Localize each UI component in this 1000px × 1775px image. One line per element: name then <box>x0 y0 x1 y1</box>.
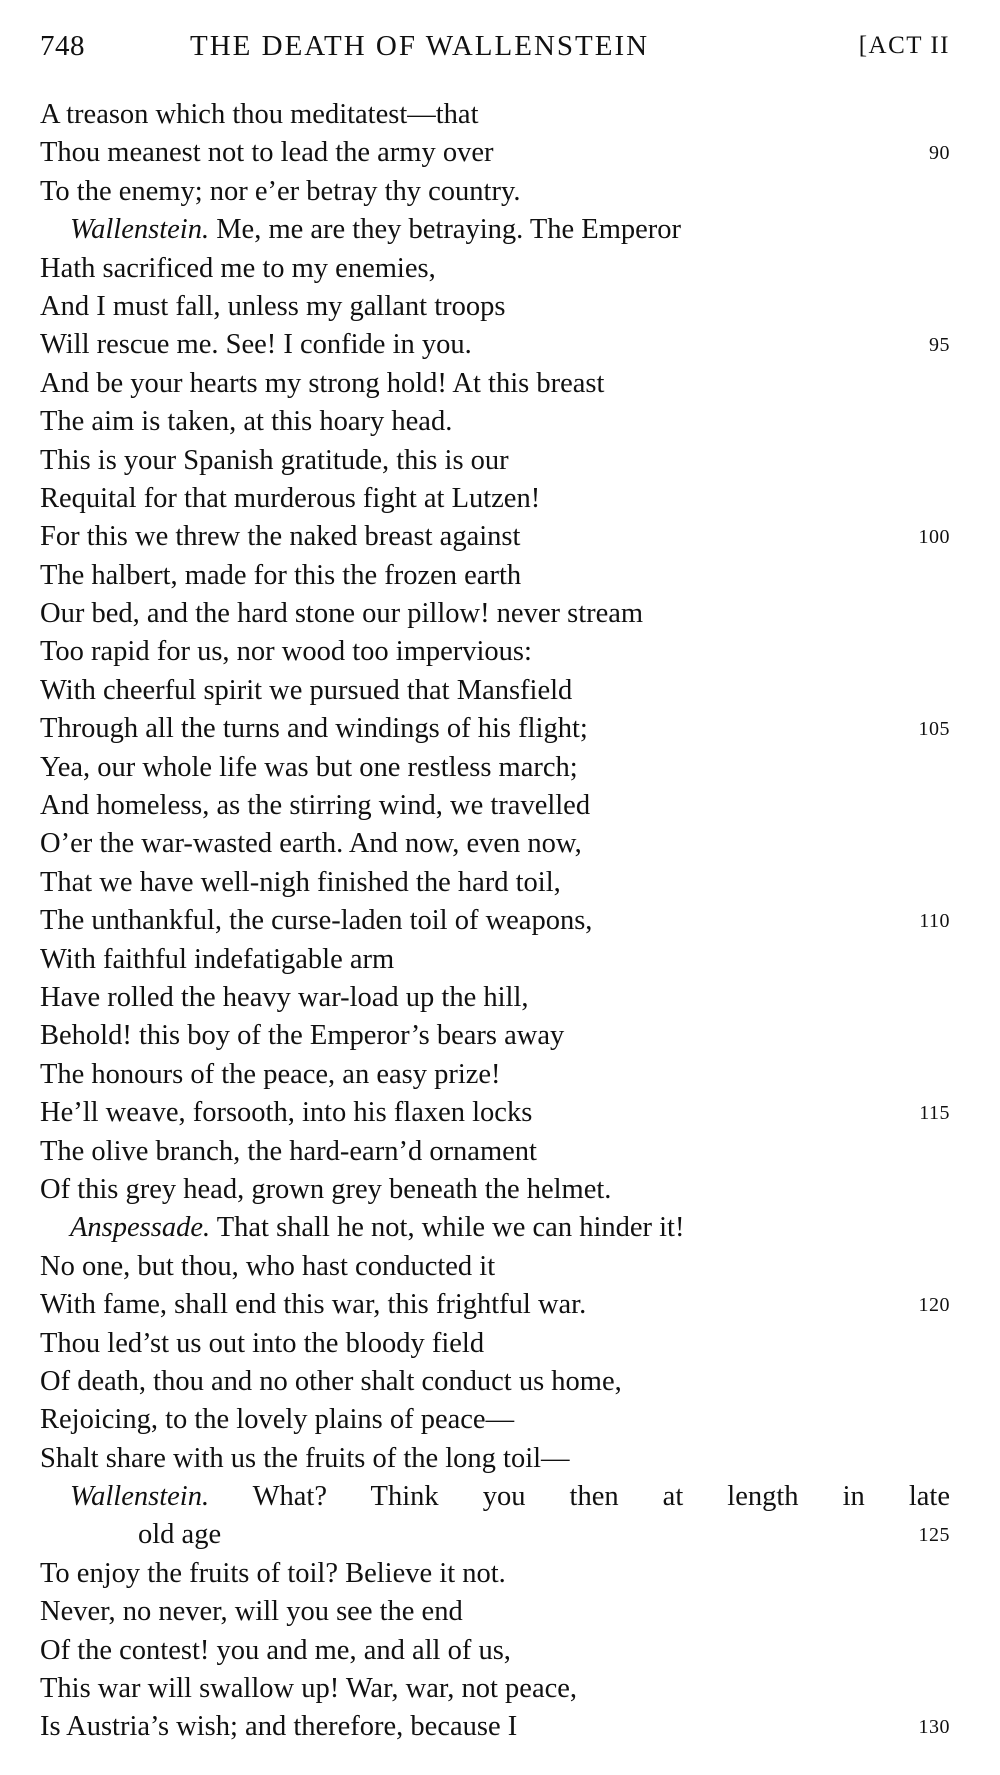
line-text: Thou meanest not to lead the army over <box>40 137 494 169</box>
verse-line <box>40 1325 950 1363</box>
line-text: For this we threw the naked breast against <box>40 521 521 553</box>
verse-line <box>40 825 950 863</box>
speaker-name: Anspessade. <box>70 1212 211 1244</box>
verse-line <box>40 1632 950 1670</box>
verse-line <box>40 365 950 403</box>
line-text: The unthankful, the curse-laden toil of weapons, <box>40 905 593 937</box>
line-text: The honours of the peace, an easy prize! <box>40 1058 501 1090</box>
line-text: To the enemy; nor e’er betray thy country. <box>40 175 521 207</box>
verse-line <box>40 979 950 1017</box>
line-text: Behold! this boy of the Emperor’s bears away <box>40 1020 565 1052</box>
verse-line <box>40 1708 950 1746</box>
verse-line <box>40 595 950 633</box>
verse-line <box>40 902 950 940</box>
line-number: 105 <box>918 718 950 741</box>
line-text: Will rescue me. See! I confide in you. <box>40 329 472 361</box>
verse-lines <box>40 96 950 1747</box>
verse-line <box>40 1286 950 1324</box>
line-text: A treason which thou meditatest—that <box>40 99 479 130</box>
speaker-name: Wallenstein. <box>70 214 210 246</box>
line-text: Of the contest! you and me, and all of us, <box>40 1634 511 1666</box>
verse-line <box>40 633 950 671</box>
verse-line <box>40 1171 950 1209</box>
line-text: Of this grey head, grown grey beneath the helmet. <box>40 1173 612 1205</box>
running-title: THE DEATH OF WALLENSTEIN <box>190 30 650 62</box>
speaker-name: Wallenstein. <box>70 1481 210 1513</box>
line-text: Too rapid for us, nor wood too impervious: <box>40 636 532 668</box>
line-text: Through all the turns and windings of his flight; <box>40 713 588 745</box>
speech-line <box>40 1209 950 1247</box>
page-header <box>40 30 950 74</box>
line-text: Rejoicing, to the lovely plains of peace— <box>40 1404 515 1436</box>
line-text: Of death, thou and no other shalt conduct us home, <box>40 1365 622 1397</box>
act-label: [ACT II <box>858 32 950 59</box>
verse-line <box>40 96 950 134</box>
line-text: And homeless, as the stirring wind, we travelled <box>40 790 591 822</box>
line-text: The olive branch, the hard-earn’d ornament <box>40 1135 537 1167</box>
line-text: What? Think you then at length in late <box>209 1481 950 1513</box>
verse-line <box>40 1555 950 1593</box>
verse-line <box>40 749 950 787</box>
verse-line <box>40 1593 950 1631</box>
line-text: Shalt share with us the fruits of the long toil— <box>40 1442 570 1474</box>
line-text: old age <box>138 1519 222 1551</box>
line-text: And be your hearts my strong hold! At this breast <box>40 367 605 399</box>
line-number: 90 <box>929 142 950 165</box>
line-text: Is Austria’s wish; and therefore, because I <box>40 1711 518 1743</box>
verse-line <box>40 518 950 556</box>
verse-line <box>40 1440 950 1478</box>
speech-line <box>40 211 950 249</box>
line-text: Yea, our whole life was but one restless march; <box>40 751 578 783</box>
line-text: The halbert, made for this the frozen earth <box>40 559 522 591</box>
verse-line <box>40 1094 950 1132</box>
verse-line <box>40 250 950 288</box>
verse-line <box>40 480 950 518</box>
verse-line <box>40 1516 950 1554</box>
line-text: Our bed, and the hard stone our pillow! never stream <box>40 598 644 630</box>
line-text: Have rolled the heavy war-load up the hill, <box>40 981 529 1013</box>
verse-line <box>40 672 950 710</box>
page-number: 748 <box>40 30 85 62</box>
line-text: With fame, shall end this war, this frightful war. <box>40 1289 587 1321</box>
line-number: 110 <box>919 910 950 933</box>
line-number: 130 <box>918 1716 950 1739</box>
line-text: Me, me are they betraying. The Emperor <box>209 214 681 246</box>
speech-line <box>40 1478 950 1516</box>
line-text: That shall he not, while we can hinder it! <box>210 1212 685 1244</box>
line-text: The aim is taken, at this hoary head. <box>40 406 453 438</box>
verse-line <box>40 1056 950 1094</box>
line-text: With cheerful spirit we pursued that Mansfield <box>40 674 573 706</box>
line-text: This war will swallow up! War, war, not peace, <box>40 1673 578 1705</box>
line-number: 120 <box>918 1294 950 1317</box>
line-text: Requital for that murderous fight at Lutzen! <box>40 482 541 514</box>
verse-line <box>40 941 950 979</box>
verse-line <box>40 288 950 326</box>
line-number: 125 <box>918 1524 950 1547</box>
verse-line <box>40 442 950 480</box>
verse-line <box>40 1133 950 1171</box>
verse-line <box>40 403 950 441</box>
line-text: O’er the war-wasted earth. And now, even now, <box>40 828 582 860</box>
verse-line <box>40 326 950 364</box>
verse-line <box>40 1363 950 1401</box>
line-text: Thou led’st us out into the bloody field <box>40 1327 485 1359</box>
line-text: And I must fall, unless my gallant troops <box>40 290 506 322</box>
line-text: To enjoy the fruits of toil? Believe it not. <box>40 1557 506 1589</box>
verse-line <box>40 1401 950 1439</box>
verse-line <box>40 1248 950 1286</box>
verse-line <box>40 787 950 825</box>
line-text: This is your Spanish gratitude, this is our <box>40 444 509 476</box>
line-number: 95 <box>929 334 950 357</box>
line-number: 100 <box>918 526 950 549</box>
line-text: That we have well-nigh finished the hard toil, <box>40 866 561 898</box>
verse-line <box>40 557 950 595</box>
line-text: No one, but thou, who hast conducted it <box>40 1250 496 1282</box>
verse-line <box>40 173 950 211</box>
verse-line <box>40 134 950 172</box>
line-text: With faithful indefatigable arm <box>40 943 395 975</box>
line-text: Never, no never, will you see the end <box>40 1596 463 1628</box>
verse-line <box>40 864 950 902</box>
line-text: He’ll weave, forsooth, into his flaxen locks <box>40 1097 533 1129</box>
verse-line <box>40 710 950 748</box>
line-number: 115 <box>919 1102 950 1125</box>
verse-line <box>40 1017 950 1055</box>
line-text: Hath sacrificed me to my enemies, <box>40 252 436 284</box>
verse-line <box>40 1670 950 1708</box>
